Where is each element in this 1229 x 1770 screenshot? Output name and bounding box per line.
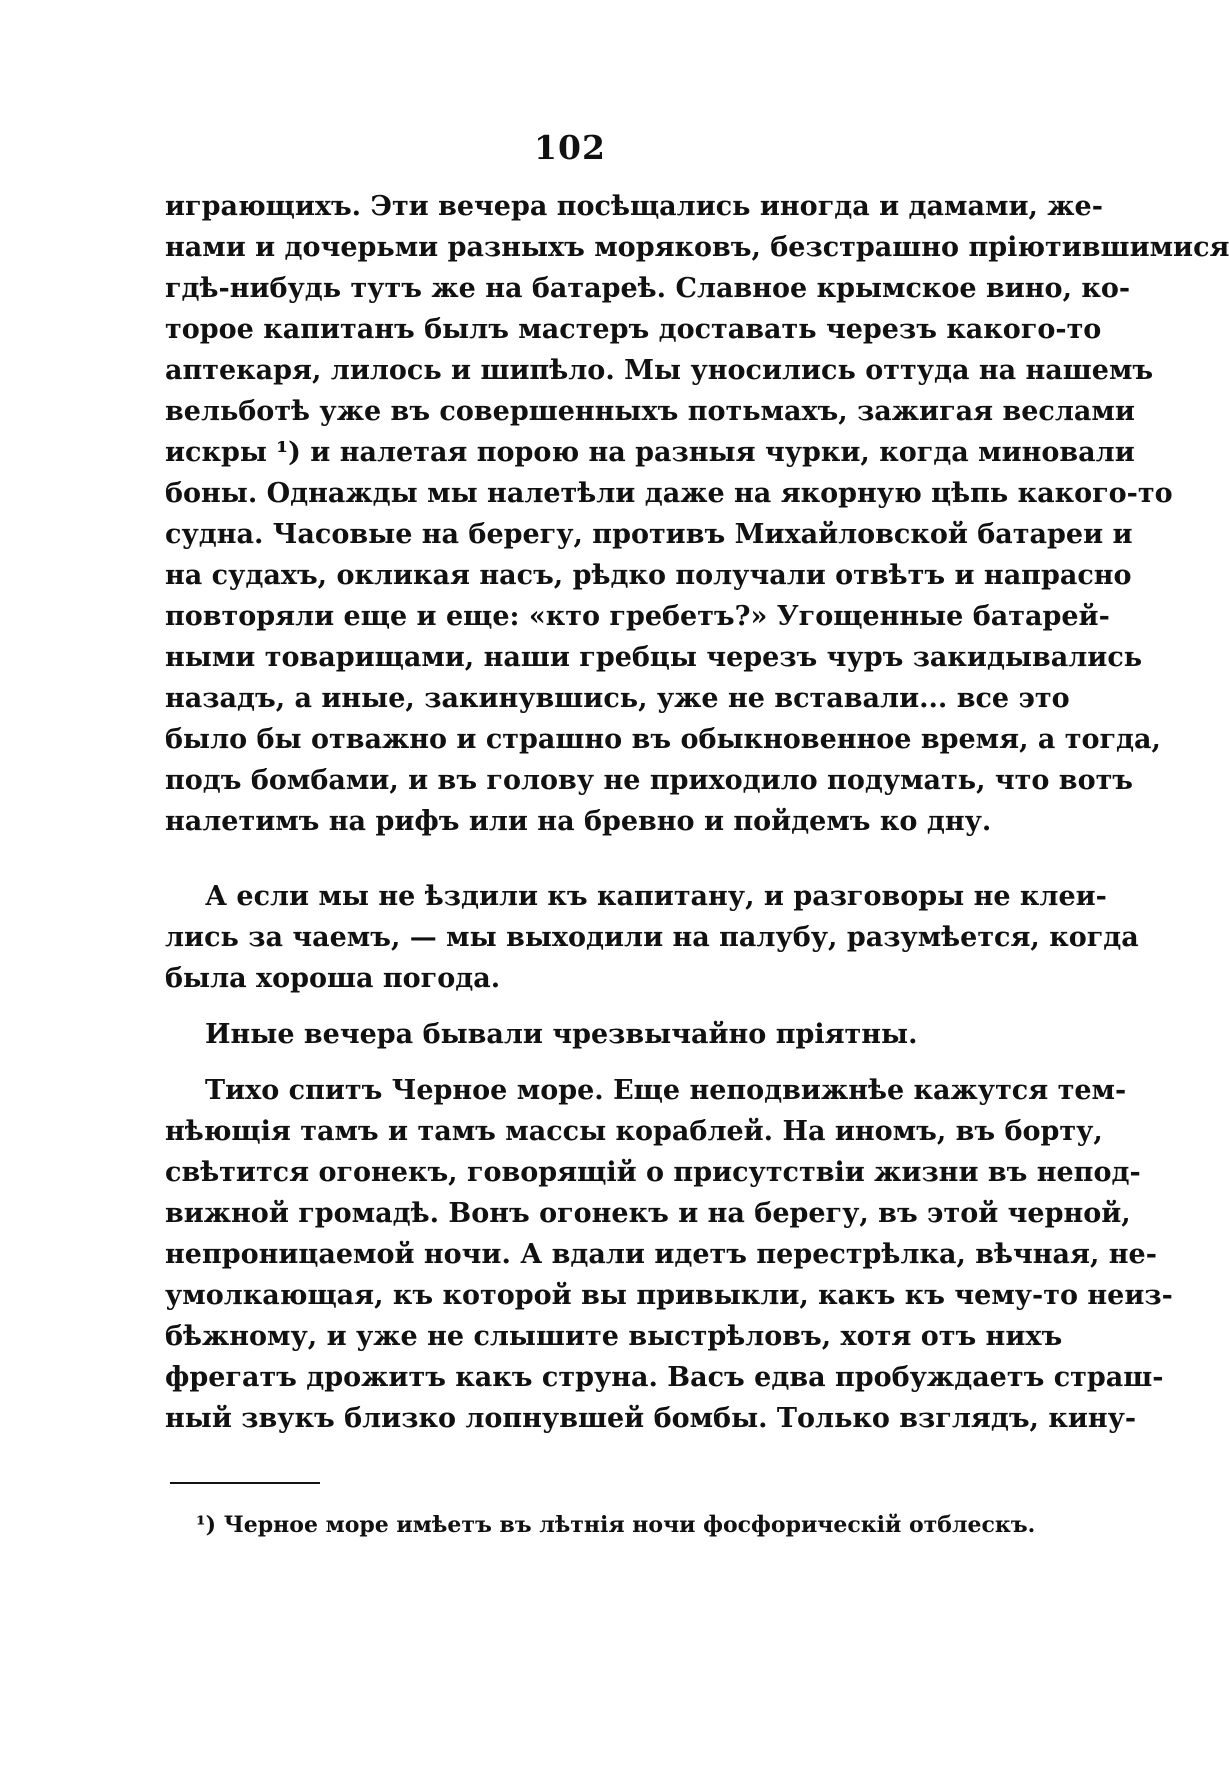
text-line: была хороша погода. [165, 963, 501, 994]
text-line: А если мы не ѣздили къ капитану, и разговоры не клеи- [205, 881, 1107, 912]
text-line: на судахъ, окликая насъ, рѣдко получали отвѣтъ и напрасно [165, 560, 1132, 591]
text-line: фрегатъ дрожитъ какъ струна. Васъ едва пробуждаетъ страш- [165, 1362, 1164, 1393]
text-line: непроницаемой ночи. А вдали идетъ перестрѣлка, вѣчная, не- [165, 1239, 1157, 1270]
text-line: играющихъ. Эти вечера посѣщались иногда и дамами, же- [165, 191, 1103, 222]
text-line: назадъ, а иные, закинувшись, уже не вставали... все это [165, 683, 1070, 714]
text-line: бѣжному, и уже не слышите выстрѣловъ, хотя отъ нихъ [165, 1321, 1063, 1352]
body-text [165, 1070, 1173, 1439]
footnote-divider [170, 1482, 320, 1484]
text-line: лись за чаемъ, — мы выходили на палубу, разумѣется, когда [165, 922, 1139, 953]
text-line: налетимъ на рифъ или на бревно и пойдемъ ко дну. [165, 806, 992, 837]
text-line: повторяли еще и еще: «кто гребетъ?» Угощенные батарей- [165, 601, 1110, 632]
body-text [165, 1014, 985, 1055]
text-line: боны. Однажды мы налетѣли даже на якорную цѣпь какого-то [165, 478, 1173, 509]
text-line: искры ¹) и налетая порою на разныя чурки, когда миновали [165, 437, 1135, 468]
text-line: умолкающая, къ которой вы привыкли, какъ къ чему-то неиз- [165, 1280, 1173, 1311]
text-line: гдѣ-нибудь тутъ же на батареѣ. Славное крымское вино, ко- [165, 273, 1131, 304]
text-line: свѣтится огонекъ, говорящій о присутствіи жизни въ непод- [165, 1157, 1141, 1188]
text-line: было бы отважно и страшно въ обыкновенное время, а тогда, [165, 724, 1161, 755]
paragraph [165, 1070, 1173, 1439]
text-line: ными товарищами, наши гребцы черезъ чуръ закидывались [165, 642, 1143, 673]
text-line: вижной громадѣ. Вонъ огонекъ и на берегу, въ этой черной, [165, 1198, 1131, 1229]
paragraph [165, 1014, 985, 1055]
text-line: Тихо спитъ Черное море. Еще неподвижнѣе кажутся тем- [205, 1075, 1127, 1106]
text-line: аптекаря, лилось и шипѣло. Мы уносились оттуда на нашемъ [165, 355, 1154, 386]
paragraph [165, 876, 1139, 999]
text-line: вельботѣ уже въ совершенныхъ потьмахъ, зажигая веслами [165, 396, 1135, 427]
text-line: торое капитанъ былъ мастеръ доставать черезъ какого-то [165, 314, 1102, 345]
text-line: подъ бомбами, и въ голову не приходило подумать, что вотъ [165, 765, 1134, 796]
text-line: судна. Часовые на берегу, противъ Михайловской батареи и [165, 519, 1133, 550]
footnote: ¹) Черное море имѣетъ въ лѣтнія ночи фосфорическій отблескъ. [196, 1512, 1036, 1538]
text-line: Иные вечера бывали чрезвычайно пріятны. [205, 1019, 918, 1050]
body-text [165, 876, 1139, 999]
paragraph [165, 186, 1229, 842]
page-number: 102 [534, 128, 606, 167]
text-line: ный звукъ близко лопнувшей бомбы. Только взглядъ, кину- [165, 1403, 1137, 1434]
text-line: нѣющія тамъ и тамъ массы кораблей. На иномъ, въ борту, [165, 1116, 1103, 1147]
body-text [165, 186, 1229, 842]
text-line: нами и дочерьми разныхъ моряковъ, безстрашно пріютившимися [165, 232, 1229, 263]
